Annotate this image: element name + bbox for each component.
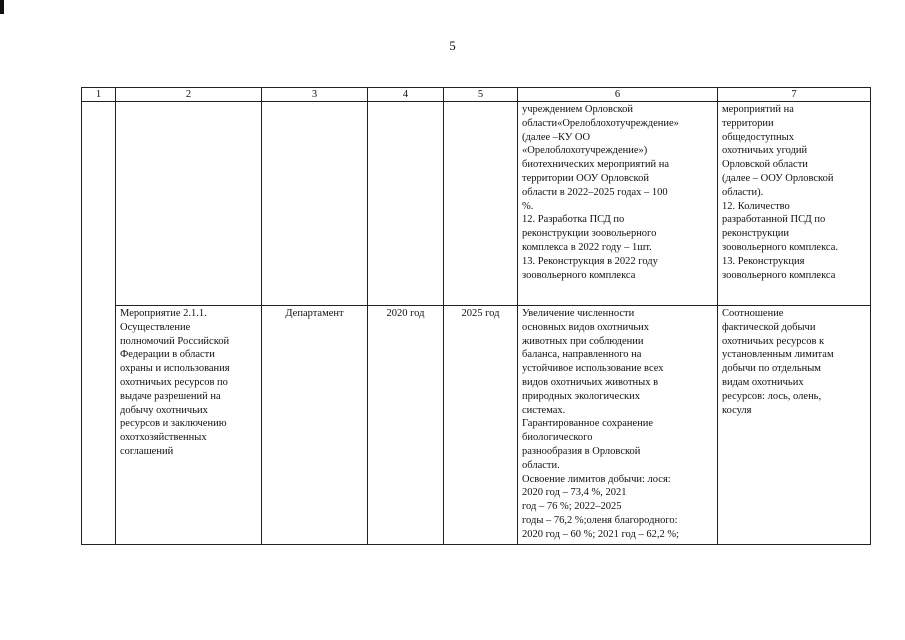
header-col-6: 6: [518, 88, 718, 102]
result-line: Увеличение численности: [522, 308, 635, 319]
metric-line: 13. Реконструкция: [722, 255, 805, 267]
header-row: [82, 88, 871, 102]
action-name-line: охраны и использования: [120, 363, 230, 375]
measures-table: [81, 87, 871, 545]
result-line: баланса, направленного на: [522, 349, 642, 361]
metric-line: территории: [722, 117, 774, 129]
table-row-continuation: [82, 102, 871, 306]
result-line: устойчивое использование всех: [522, 363, 664, 375]
metric-line: Орловской области: [722, 159, 808, 171]
result-line: Гарантированное сохранение: [522, 418, 654, 430]
cell-empty: [444, 102, 518, 306]
header-col-2: 2: [116, 88, 262, 102]
cell-executor: Департамент: [262, 306, 368, 545]
action-name-line: Федерации в области: [120, 349, 215, 361]
header-col-3: 3: [262, 88, 368, 102]
action-name-line: охотхозяйственных: [120, 432, 207, 444]
cell-empty: [82, 102, 116, 545]
table-row-action-2-1-1: [82, 306, 871, 545]
scan-corner-mark: [0, 0, 4, 14]
cell-empty: [116, 102, 262, 306]
cell-empty: [262, 102, 368, 306]
cell-expected-result: [518, 306, 718, 545]
indicator-text-line: косуля: [722, 404, 752, 416]
result-line: Освоение лимитов добычи: лося:: [522, 473, 671, 485]
action-name-line: добычу охотничьих: [120, 404, 208, 416]
header-col-7: 7: [718, 88, 871, 102]
action-name-line: охотничьих ресурсов по: [120, 376, 228, 388]
result-line: животных при соблюдении: [522, 335, 644, 347]
indicator-line: области в 2022–2025 годах – 100: [522, 186, 668, 198]
result-line: разнообразия в Орловской: [522, 445, 641, 457]
metric-line: зоовольерного комплекса.: [722, 241, 839, 253]
indicator-text-line: добычи по отдельным: [722, 363, 821, 375]
indicator-line: %.: [522, 200, 534, 212]
action-name-line: Мероприятие 2.1.1.: [120, 308, 207, 319]
indicator-line: 12. Разработка ПСД по: [522, 214, 625, 226]
metric-line: разработанной ПСД по: [722, 214, 826, 226]
cell-indicator-continuation: [518, 102, 718, 306]
result-line: основных видов охотничьих: [522, 321, 650, 333]
metric-line: реконструкции: [722, 228, 790, 240]
metric-line: зоовольерного комплекса: [722, 269, 836, 281]
cell-action-name: [116, 306, 262, 545]
result-line: биологического: [522, 432, 593, 444]
action-name-line: соглашений: [120, 445, 174, 457]
metric-line: 12. Количество: [722, 200, 790, 212]
header-col-1: 1: [82, 88, 116, 102]
cell-empty: [368, 102, 444, 306]
indicator-text-line: установленным лимитам: [722, 349, 834, 361]
header-col-5: 5: [444, 88, 518, 102]
indicator-line: территории ООУ Орловской: [522, 172, 649, 184]
result-line: области.: [522, 459, 560, 471]
result-line: видов охотничьих животных в: [522, 376, 659, 388]
result-line: 2020 год – 60 %; 2021 год – 62,2 %;: [522, 528, 679, 540]
indicator-text-line: охотничьих ресурсов к: [722, 335, 825, 347]
result-line: системах.: [522, 404, 566, 416]
result-line: 2020 год – 73,4 %, 2021: [522, 487, 627, 499]
cell-end-year: 2025 год: [444, 306, 518, 545]
indicator-line: (далее –КУ ОО: [522, 131, 591, 143]
metric-line: области).: [722, 186, 764, 198]
indicator-line: области«Орелоблохотучреждение»: [522, 117, 679, 129]
cell-metric-continuation: [718, 102, 871, 306]
indicator-line: 13. Реконструкция в 2022 году: [522, 255, 658, 267]
action-name-line: ресурсов и заключению: [120, 418, 227, 430]
indicator-line: реконструкции зоовольерного: [522, 228, 657, 240]
metric-line: (далее – ООУ Орловской: [722, 172, 834, 184]
cell-target-indicator: [718, 306, 871, 545]
indicator-text-line: видам охотничьих: [722, 376, 804, 388]
indicator-line: учреждением Орловской: [522, 104, 634, 115]
action-name-line: полномочий Российской: [120, 335, 230, 347]
action-name-line: Осуществление: [120, 321, 191, 333]
indicator-line: «Орелоблохотучреждение»): [522, 145, 648, 157]
indicator-line: биотехнических мероприятий на: [522, 159, 669, 171]
header-col-4: 4: [368, 88, 444, 102]
indicator-text-line: фактической добычи: [722, 321, 816, 333]
page-number: 5: [449, 38, 456, 53]
action-name-line: выдаче разрешений на: [120, 390, 221, 402]
indicator-line: комплекса в 2022 году – 1шт.: [522, 241, 652, 253]
indicator-text-line: Соотношение: [722, 308, 784, 319]
metric-line: мероприятий на: [722, 104, 794, 115]
metric-line: общедоступных: [722, 131, 794, 143]
result-line: год – 76 %; 2022–2025: [522, 501, 622, 513]
cell-start-year: 2020 год: [368, 306, 444, 545]
indicator-line: зоовольерного комплекса: [522, 269, 636, 281]
result-line: годы – 76,2 %;оленя благородного:: [522, 514, 678, 526]
indicator-text-line: ресурсов: лось, олень,: [722, 390, 822, 402]
metric-line: охотничьих угодий: [722, 145, 808, 157]
result-line: природных экологических: [522, 390, 641, 402]
